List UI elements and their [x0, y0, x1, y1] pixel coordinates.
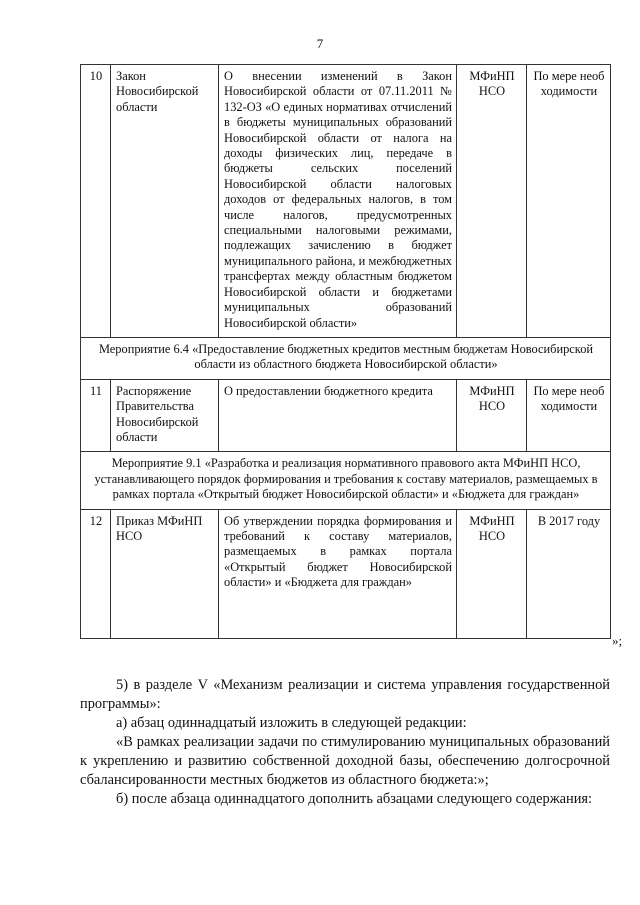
executor: МФиНП НСО: [457, 65, 527, 338]
amendment-text: [80, 676, 610, 809]
row-number: 10: [81, 65, 111, 338]
paragraph: б) после абзаца одиннадцатого дополнить абзацами следующего содержания:: [116, 791, 593, 807]
paragraph: 5) в разделе V «Механизм реализации и система управления государственной программы»:: [80, 677, 610, 712]
document-name: О предоставлении бюджетного кредита: [219, 379, 457, 452]
document-name: О внесении изменений в Закон Новосибирской области от 07.11.2011 № 132-ОЗ «О единых нормативах отчислений в бюджеты муниципальных образований Новосибирской области от налога на доходы физических лиц, передаче в бюджеты сельских поселений Новосибирской области налоговых доходов от федеральных налогов, в том числе налогов, предусмотренных специальными налоговыми режимами, подлежащих зачислению в бюджет муниципального района, и межбюджетных трансфертах между областным бюджетом Новосибирской области и бюджетами муниципальных образований Новосибирской области»: [219, 65, 457, 338]
deadline: В 2017 году: [527, 509, 611, 638]
document-type: Приказ МФиНП НСО: [111, 509, 219, 638]
row-number: 11: [81, 379, 111, 452]
row-number: 12: [81, 509, 111, 638]
table-row: [81, 379, 611, 452]
page-number: 7: [316, 36, 324, 51]
document-name: Об утверждении порядка формирования и требований к составу материалов, размещаемых в рамках портала «Открытый бюджет Новосибирской области» и «Бюджета для граждан»: [219, 509, 457, 638]
measure-row: [81, 337, 611, 379]
executor: МФиНП НСО: [457, 379, 527, 452]
table-row: [81, 65, 611, 338]
deadline: По мере необходимости: [527, 65, 611, 338]
document-type: Закон Новосибирской области: [111, 65, 219, 338]
measures-table: [80, 64, 611, 639]
measure-title: Мероприятие 9.1 «Разработка и реализация нормативного правового акта МФиНП НСО, устанавливающего порядок формирования и требования к составу материалов, размещаемых в рамках портала «Открытый бюджет Новосибирской области» и «Бюджета для граждан»: [81, 452, 611, 509]
closing-quote: »;: [612, 633, 623, 648]
table-row: [81, 509, 611, 638]
executor: МФиНП НСО: [457, 509, 527, 638]
measure-row: [81, 452, 611, 509]
deadline: По мере необходимости: [527, 379, 611, 452]
document-type: Распоряжение Правительства Новосибирской области: [111, 379, 219, 452]
paragraph: «В рамках реализации задачи по стимулированию муниципальных образований к укреплению и развитию собственной доходной базы, обеспечению долгосрочной сбалансированности местных бюджетов из областного бюджета:»;: [80, 734, 610, 788]
paragraph: а) абзац одиннадцатый изложить в следующей редакции:: [116, 715, 467, 731]
measure-title: Мероприятие 6.4 «Предоставление бюджетных кредитов местным бюджетам Новосибирской области из областного бюджета Новосибирской области»: [81, 337, 611, 379]
